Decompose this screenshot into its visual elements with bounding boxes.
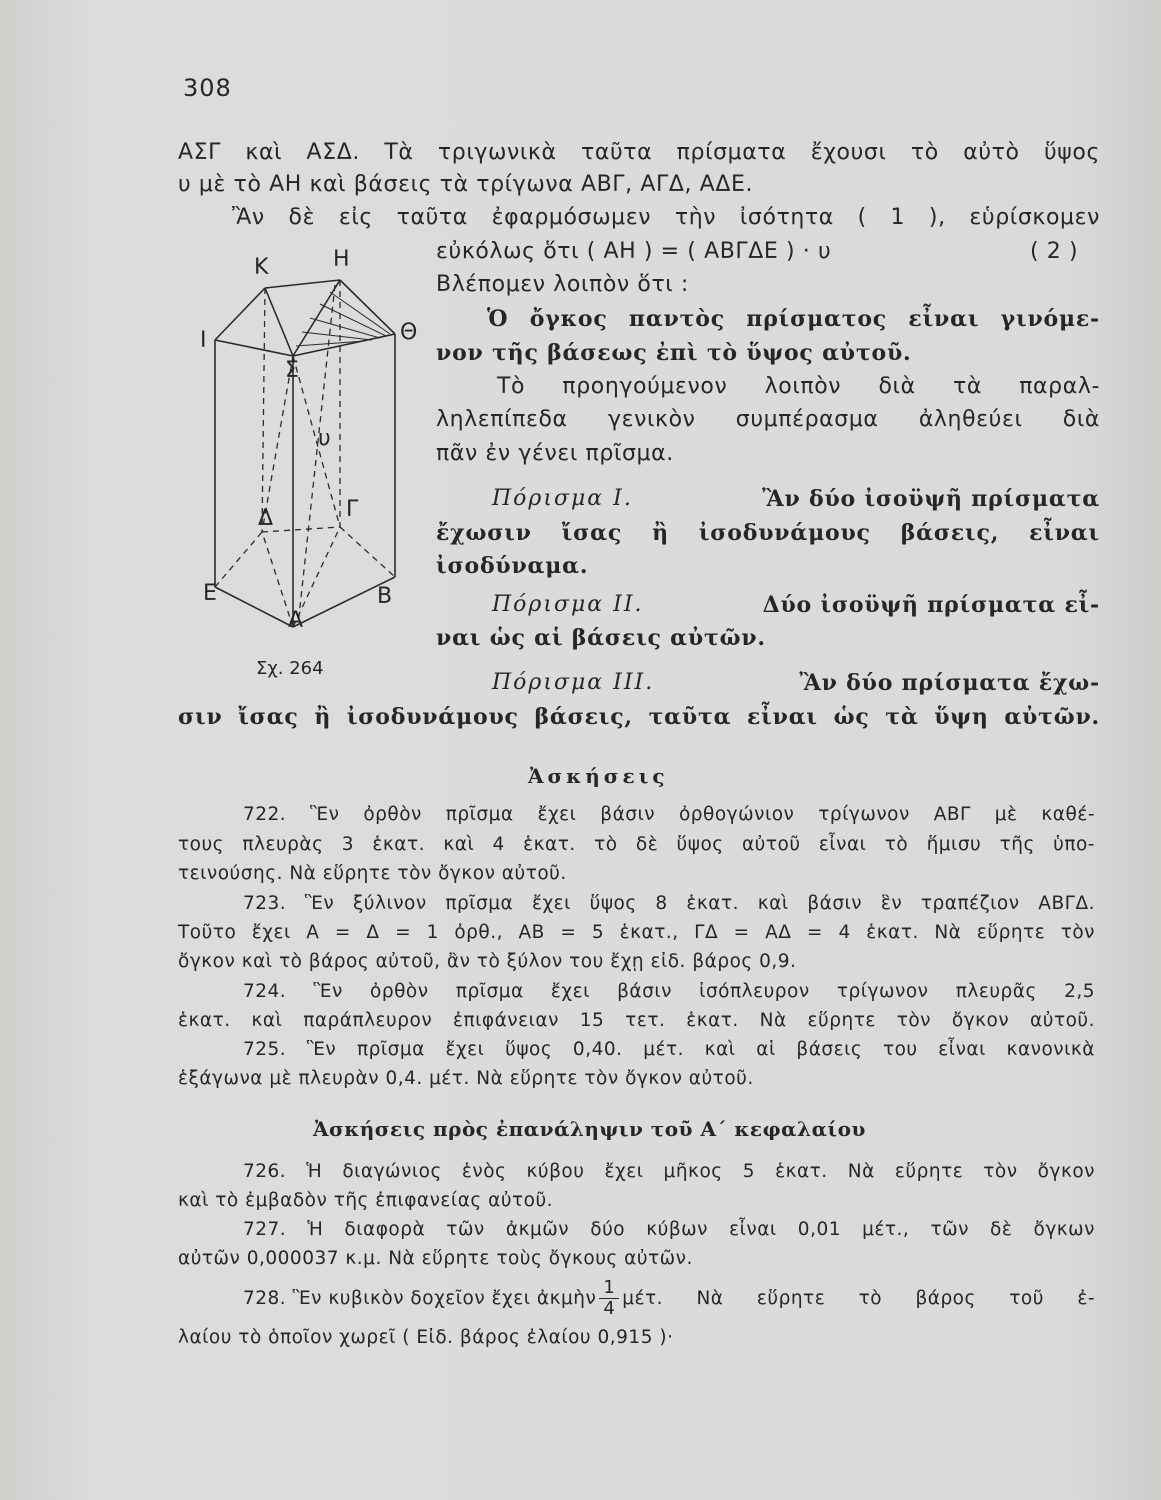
corollary-text: Ἂν δύο πρίσματα ἔχω- bbox=[799, 670, 1100, 696]
corollary-2-first-line bbox=[492, 592, 1100, 618]
prism-diagram bbox=[190, 240, 430, 690]
hidden-edge bbox=[340, 527, 395, 577]
edge bbox=[340, 280, 395, 334]
vertex-label-sigma: Σ bbox=[285, 358, 299, 383]
fraction-denominator: 4 bbox=[603, 1298, 616, 1319]
corollary-line: ἰσοδύναμα. bbox=[436, 553, 589, 579]
exercise-line: 724. Ἓν ὀρθὸν πρῖσμα ἔχει βάσιν ἰσόπλευρον τρίγωνον πλευρᾶς 2,5 bbox=[243, 981, 1095, 1002]
vertex-label-gamma: Γ bbox=[346, 497, 359, 522]
formula-number: ( 2 ) bbox=[1030, 239, 1079, 264]
corollary-label: Πόρισμα Ι. bbox=[492, 486, 633, 511]
text-line: ληλεπίπεδα γενικὸν συμπέρασμα ἀληθεύει διὰ bbox=[436, 407, 1100, 432]
corollary-3-first-line bbox=[492, 670, 1100, 696]
exercise-line: τεινούσης. Νὰ εὕρητε τὸν ὄγκον αὐτοῦ. bbox=[178, 863, 567, 884]
review-text: μέτ. Νὰ εὕρητε τὸ βάρος τοῦ ἐ- bbox=[622, 1288, 1095, 1309]
review-line: 726. Ἡ διαγώνιος ἑνὸς κύβου ἔχει μῆκος 5 ἑκατ. Νὰ εὕρητε τὸν ὄγκον bbox=[243, 1161, 1095, 1182]
review-text: 728. Ἓν κυβικὸν δοχεῖον ἔχει ἀκμὴν bbox=[243, 1288, 597, 1309]
fraction-numerator: 1 bbox=[599, 1278, 619, 1299]
edge bbox=[265, 280, 340, 288]
hidden-edge bbox=[215, 532, 262, 587]
vertex-label-theta: Θ bbox=[400, 320, 418, 345]
corollary-line: ἔχωσιν ἴσας ἢ ἰσοδυνάμους βάσεις, εἶναι bbox=[436, 520, 1100, 546]
corollary-line: ναι ὡς αἱ βάσεις αὐτῶν. bbox=[436, 625, 766, 651]
corollary-1-first-line bbox=[492, 486, 1100, 512]
vertex-label-h: Η bbox=[333, 247, 350, 272]
fraction-one-quarter bbox=[599, 1278, 619, 1319]
text-line: Βλέπομεν λοιπὸν ὅτι : bbox=[436, 272, 689, 297]
text-line: Ἂν δὲ εἰς ταῦτα ἐφαρμόσωμεν τὴν ἰσότητα ( 1 ), εὑρίσκομεν bbox=[232, 205, 1100, 230]
review-line: 727. Ἡ διαφορὰ τῶν ἀκμῶν δύο κύβων εἶναι 0,01 μέτ., τῶν δὲ ὄγκων bbox=[243, 1219, 1095, 1240]
exercise-line: ἑκατ. καὶ παράπλευρον ἐπιφάνειαν 15 τετ. ἑκατ. Νὰ εὕρητε τὸν ὄγκον αὐτοῦ. bbox=[178, 1010, 1095, 1031]
edge bbox=[215, 288, 265, 340]
theorem-line: Ὁ ὄγκος παντὸς πρίσματος εἶναι γινόμε- bbox=[487, 306, 1100, 332]
exercise-line: 722. Ἓν ὀρθὸν πρῖσμα ἔχει βάσιν ὀρθογώνιον τρίγωνον ΑΒΓ μὲ καθέ- bbox=[243, 804, 1095, 825]
text-line: υ μὲ τὸ ΑΗ καὶ βάσεις τὰ τρίγωνα ΑΒΓ, ΑΓΔ, ΑΔΕ. bbox=[178, 172, 754, 197]
hidden-edge bbox=[262, 288, 265, 532]
exercise-line: τους πλευρὰς 3 ἑκατ. καὶ 4 ἑκατ. τὸ δὲ ὕψος αὐτοῦ εἶναι τὸ ἥμισυ τῆς ὑπο- bbox=[178, 834, 1095, 855]
corollary-line: σιν ἴσας ἢ ἰσοδυνάμους βάσεις, ταῦτα εἶναι ὡς τὰ ὕψη αὐτῶν. bbox=[178, 704, 1100, 730]
edge bbox=[265, 288, 293, 356]
corollary-label: Πόρισμα ΙΙ. bbox=[492, 592, 644, 617]
review-line: αὐτῶν 0,000037 κ.μ. Νὰ εὕρητε τοὺς ὄγκους αὐτῶν. bbox=[178, 1248, 693, 1269]
exercise-line: 725. Ἓν πρῖσμα ἔχει ὕψος 0,40. μέτ. καὶ αἱ βάσεις του εἶναι κανονικὰ bbox=[243, 1039, 1095, 1060]
exercise-line: ἑξάγωνα μὲ πλευρὰν 0,4. μέτ. Νὰ εὕρητε τὸν ὄγκον αὐτοῦ. bbox=[178, 1068, 754, 1089]
vertex-label-b: Β bbox=[377, 584, 393, 609]
exercise-line: Τοῦτο ἔχει Α = Δ = 1 ὀρθ., ΑΒ = 5 ἑκατ., ΓΔ = ΑΔ = 4 ἑκατ. Νὰ εὕρητε τὸν bbox=[178, 922, 1095, 943]
exercise-line: 723. Ἓν ξύλινον πρῖσμα ἔχει ὕψος 8 ἑκατ. καὶ βάσιν ἓν τραπέζιον ΑΒΓΔ. bbox=[243, 893, 1095, 914]
exercise-line: ὄγκον καὶ τὸ βάρος αὐτοῦ, ἂν τὸ ξύλον του ἔχῃ εἰδ. βάρος 0,9. bbox=[178, 951, 797, 972]
edge bbox=[215, 340, 293, 356]
exercises-title: Ἀσκήσεις bbox=[528, 764, 669, 788]
vertex-label-a: Α bbox=[288, 608, 304, 633]
vertex-label-i: Ι bbox=[200, 328, 207, 353]
review-title: Ἀσκήσεις πρὸς ἐπανάληψιν τοῦ Α΄ κεφαλαίου bbox=[313, 1117, 866, 1141]
review-line: καὶ τὸ ἐμβαδὸν τῆς ἐπιφανείας αὐτοῦ. bbox=[178, 1190, 554, 1211]
vertex-label-e: Ε bbox=[203, 581, 217, 606]
review-line: λαίου τὸ ὁποῖον χωρεῖ ( Εἰδ. βάρος ἐλαίου 0,915 )· bbox=[178, 1327, 674, 1348]
page-number: 308 bbox=[183, 74, 232, 102]
height-label-upsilon: υ bbox=[318, 426, 331, 451]
prism-figure bbox=[190, 240, 430, 690]
text-line: Τὸ προηγούμενον λοιπὸν διὰ τὰ παραλ- bbox=[497, 374, 1100, 399]
text-line: ΑΣΓ καὶ ΑΣΔ. Τὰ τριγωνικὰ ταῦτα πρίσματα ἔχουσι τὸ αὐτὸ ὕψος bbox=[178, 140, 1100, 165]
vertex-label-k: Κ bbox=[254, 255, 269, 280]
review-line-728 bbox=[243, 1278, 1095, 1319]
hidden-edge bbox=[293, 356, 340, 527]
theorem-line: νον τῆς βάσεως ἐπὶ τὸ ὕψος αὐτοῦ. bbox=[436, 340, 912, 366]
vertex-label-delta: Δ bbox=[258, 506, 274, 531]
height-line bbox=[298, 285, 335, 625]
hidden-edge bbox=[262, 527, 340, 532]
corollary-label: Πόρισμα ΙΙΙ. bbox=[492, 670, 655, 695]
corollary-text: Ἂν δύο ἰσοϋψῆ πρίσματα bbox=[762, 486, 1100, 512]
figure-caption: Σχ. 264 bbox=[256, 658, 324, 679]
formula-line: εὐκόλως ὅτι ( ΑΗ ) = ( ΑΒΓΔΕ ) · υ bbox=[436, 239, 832, 264]
corollary-text: Δύο ἰσοϋψῆ πρίσματα εἶ- bbox=[762, 592, 1100, 618]
text-line: πᾶν ἐν γένει πρῖσμα. bbox=[436, 441, 674, 466]
